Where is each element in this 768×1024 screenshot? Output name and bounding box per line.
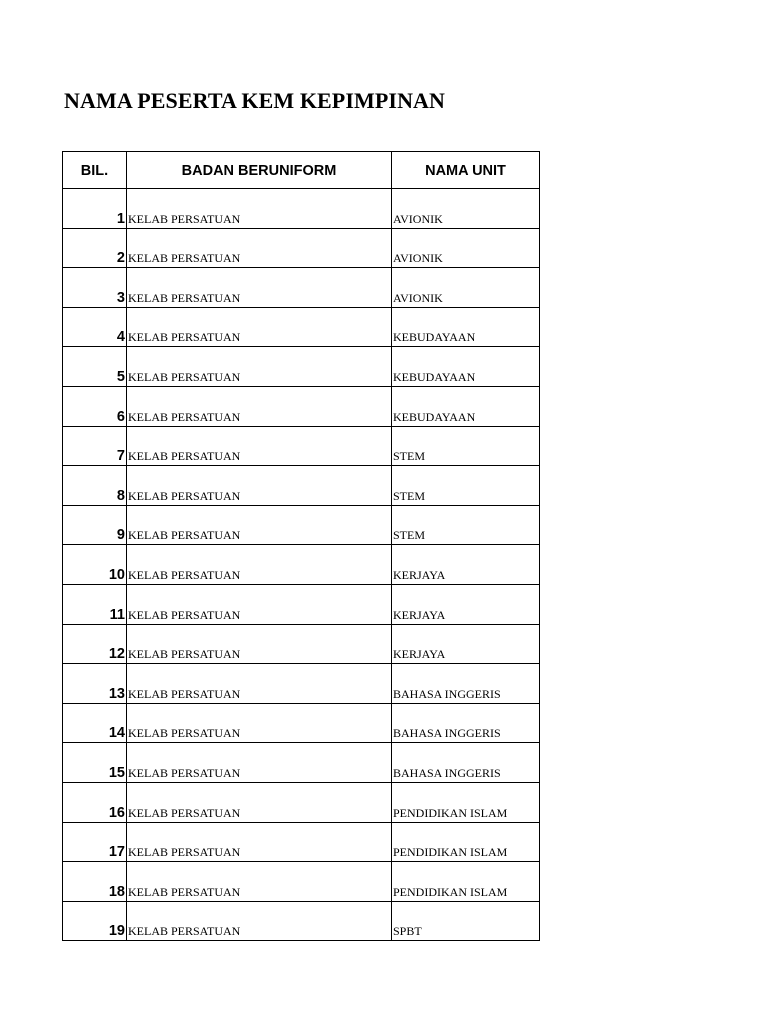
nama-unit-cell: SPBT — [392, 901, 540, 941]
row-number: 10 — [63, 545, 127, 585]
nama-unit-cell: PENDIDIKAN ISLAM — [392, 822, 540, 862]
badan-beruniform-cell: KELAB PERSATUAN — [127, 664, 392, 704]
badan-beruniform-cell: KELAB PERSATUAN — [127, 584, 392, 624]
table-row — [63, 268, 540, 308]
nama-unit-cell: BAHASA INGGERIS — [392, 664, 540, 704]
badan-beruniform-cell: KELAB PERSATUAN — [127, 862, 392, 902]
row-number: 15 — [63, 743, 127, 783]
badan-beruniform-cell: KELAB PERSATUAN — [127, 466, 392, 506]
table-row — [63, 862, 540, 902]
badan-beruniform-cell: KELAB PERSATUAN — [127, 703, 392, 743]
table-row — [63, 545, 540, 585]
header-badan-beruniform: BADAN BERUNIFORM — [127, 152, 392, 189]
badan-beruniform-cell: KELAB PERSATUAN — [127, 624, 392, 664]
row-number: 16 — [63, 782, 127, 822]
table-row — [63, 505, 540, 545]
table-row — [63, 782, 540, 822]
table-row — [63, 228, 540, 268]
badan-beruniform-cell: KELAB PERSATUAN — [127, 782, 392, 822]
badan-beruniform-cell: KELAB PERSATUAN — [127, 307, 392, 347]
row-number: 2 — [63, 228, 127, 268]
table-header-row — [63, 152, 540, 189]
row-number: 6 — [63, 386, 127, 426]
row-number: 17 — [63, 822, 127, 862]
badan-beruniform-cell: KELAB PERSATUAN — [127, 505, 392, 545]
badan-beruniform-cell: KELAB PERSATUAN — [127, 228, 392, 268]
badan-beruniform-cell: KELAB PERSATUAN — [127, 268, 392, 308]
table-row — [63, 386, 540, 426]
table-row — [63, 307, 540, 347]
participants-table — [62, 151, 540, 941]
row-number: 1 — [63, 189, 127, 229]
badan-beruniform-cell: KELAB PERSATUAN — [127, 901, 392, 941]
badan-beruniform-cell: KELAB PERSATUAN — [127, 386, 392, 426]
row-number: 9 — [63, 505, 127, 545]
header-nama-unit: NAMA UNIT — [392, 152, 540, 189]
table-row — [63, 664, 540, 704]
row-number: 5 — [63, 347, 127, 387]
row-number: 4 — [63, 307, 127, 347]
table-row — [63, 822, 540, 862]
nama-unit-cell: KERJAYA — [392, 624, 540, 664]
nama-unit-cell: AVIONIK — [392, 228, 540, 268]
row-number: 3 — [63, 268, 127, 308]
nama-unit-cell: KERJAYA — [392, 584, 540, 624]
nama-unit-cell: STEM — [392, 426, 540, 466]
badan-beruniform-cell: KELAB PERSATUAN — [127, 189, 392, 229]
nama-unit-cell: BAHASA INGGERIS — [392, 703, 540, 743]
table-row — [63, 189, 540, 229]
table-row — [63, 584, 540, 624]
nama-unit-cell: STEM — [392, 466, 540, 506]
header-bil: BIL. — [63, 152, 127, 189]
nama-unit-cell: KEBUDAYAAN — [392, 386, 540, 426]
table-row — [63, 703, 540, 743]
table-row — [63, 743, 540, 783]
row-number: 12 — [63, 624, 127, 664]
page-title: NAMA PESERTA KEM KEPIMPINAN — [64, 88, 446, 113]
nama-unit-cell: STEM — [392, 505, 540, 545]
nama-unit-cell: AVIONIK — [392, 268, 540, 308]
row-number: 14 — [63, 703, 127, 743]
row-number: 19 — [63, 901, 127, 941]
table-row — [63, 624, 540, 664]
table-row — [63, 901, 540, 941]
badan-beruniform-cell: KELAB PERSATUAN — [127, 347, 392, 387]
table-row — [63, 426, 540, 466]
row-number: 7 — [63, 426, 127, 466]
table-row — [63, 347, 540, 387]
table-row — [63, 466, 540, 506]
nama-unit-cell: PENDIDIKAN ISLAM — [392, 782, 540, 822]
badan-beruniform-cell: KELAB PERSATUAN — [127, 822, 392, 862]
badan-beruniform-cell: KELAB PERSATUAN — [127, 743, 392, 783]
nama-unit-cell: KEBUDAYAAN — [392, 307, 540, 347]
row-number: 11 — [63, 584, 127, 624]
badan-beruniform-cell: KELAB PERSATUAN — [127, 426, 392, 466]
nama-unit-cell: BAHASA INGGERIS — [392, 743, 540, 783]
row-number: 13 — [63, 664, 127, 704]
nama-unit-cell: KERJAYA — [392, 545, 540, 585]
nama-unit-cell: AVIONIK — [392, 189, 540, 229]
nama-unit-cell: KEBUDAYAAN — [392, 347, 540, 387]
row-number: 8 — [63, 466, 127, 506]
nama-unit-cell: PENDIDIKAN ISLAM — [392, 862, 540, 902]
row-number: 18 — [63, 862, 127, 902]
badan-beruniform-cell: KELAB PERSATUAN — [127, 545, 392, 585]
